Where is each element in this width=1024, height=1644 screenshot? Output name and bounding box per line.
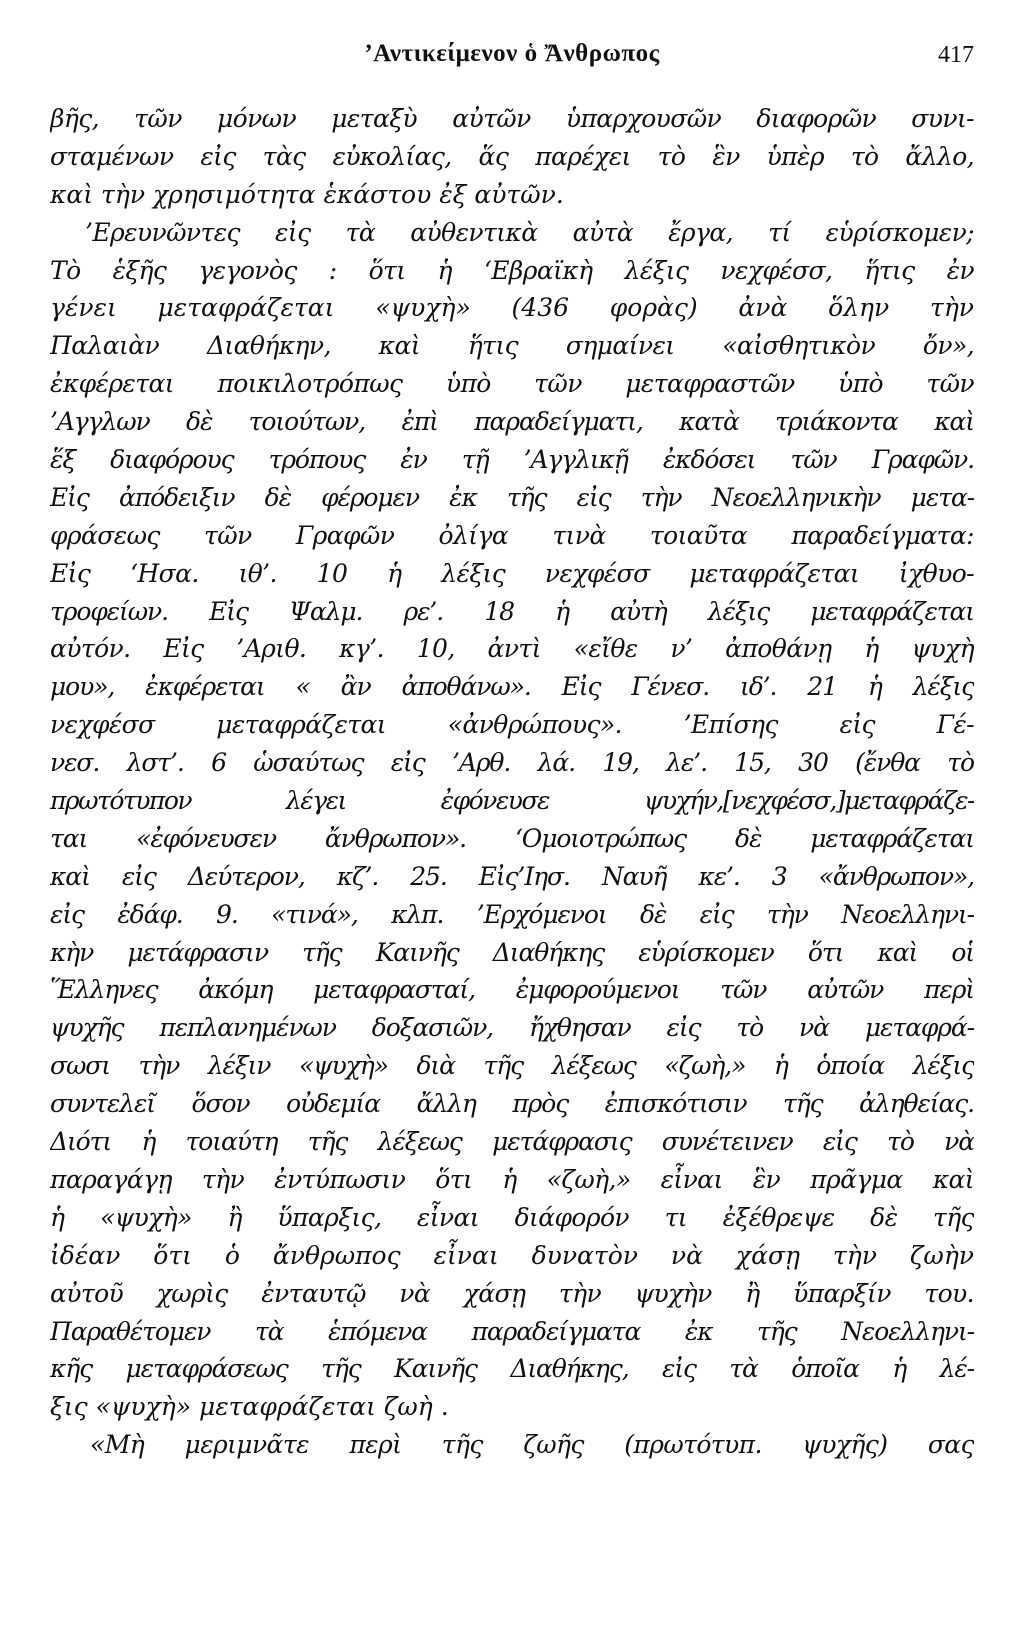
text-line: καὶ τὴν χρησιμότητα ἑκάστου ἐξ αὐτῶν. <box>50 179 564 209</box>
text-line: ’Αγγλων δὲ τοιούτων, ἐπὶ παραδείγματι, κατὰ τριάκοντα καὶ <box>50 407 974 437</box>
text-line: εἰς ἐδάφ. 9. «τινά», κλπ. ’Ερχόμενοι δὲ εἰς τὴν Νεοελληνι- <box>50 899 974 929</box>
text-line: φράσεως τῶν Γραφῶν ὀλίγα τινὰ τοιαῦτα παραδείγματα: <box>50 520 974 550</box>
text-line: νεσ. λστ’. 6 ὡσαύτως εἰς ’Αρθ. λά. 19, λε’. 15, 30 (ἔνθα τὸ <box>50 748 974 778</box>
text-line: γένει μεταφράζεται «ψυχὴ» (436 φορὰς) ἀνὰ ὅλην τὴν <box>50 293 974 323</box>
text-line: Παλαιὰν Διαθήκην, καὶ ἥτις σημαίνει «αἰσθητικὸν ὄν», <box>50 331 974 361</box>
text-line: κῆς μεταφράσεως τῆς Καινῆς Διαθήκης, εἰς τὰ ὁποῖα ἡ λέ- <box>50 1354 974 1384</box>
text-line: καὶ εἰς Δεύτερον, κζ’. 25. Εἰς’Ιησ. Ναυῆ κε’. 3 «ἄνθρωπον», <box>50 861 974 891</box>
text-line: Ἕλληνες ἀκόμη μεταφρασταί, ἐμφορούμενοι τῶν αὐτῶν περὶ <box>50 975 974 1005</box>
text-line: σωσι τὴν λέξιν «ψυχὴ» διὰ τῆς λέξεως «ζωὴ,» ἡ ὁποία λέξις <box>50 1051 974 1081</box>
text-line: Τὸ ἑξῆς γεγονὸς : ὅτι ἡ ‘Εβραϊκὴ λέξις νεχφέσσ, ἥτις ἐν <box>50 255 974 285</box>
page-number: 417 <box>938 42 974 68</box>
text-line: κὴν μετάφρασιν τῆς Καινῆς Διαθήκης εὑρίσκομεν ὅτι καὶ οἱ <box>50 937 974 967</box>
text-line: Εἰς ‘Ησα. ιθ’. 10 ἡ λέξις νεχφέσσ μεταφράζεται ἰχθυο- <box>50 558 974 588</box>
page-header <box>50 40 974 80</box>
body-text <box>50 100 974 1464</box>
text-line: ἡ «ψυχὴ» ἢ ὕπαρξις, εἶναι διάφορόν τι ἐξέθρεψε δὲ τῆς <box>50 1202 974 1232</box>
text-line: μου», ἐκφέρεται « ἂν ἀποθάνω». Εἰς Γένεσ. ιδ’. 21 ἡ λέξις <box>50 672 974 702</box>
text-line: βῆς, τῶν μόνων μεταξὺ αὐτῶν ὑπαρχουσῶν διαφορῶν συνι- <box>50 104 974 133</box>
text-line: Παραθέτομεν τὰ ἑπόμενα παραδείγματα ἐκ τῆς Νεοελληνι- <box>50 1316 974 1346</box>
text-line: ψυχῆς πεπλανημένων δοξασιῶν, ἤχθησαν εἰς τὸ νὰ μεταφρά- <box>50 1013 974 1043</box>
text-line: ’Ερευνῶντες εἰς τὰ αὐθεντικὰ αὐτὰ ἔργα, τί εὑρίσκομεν; <box>85 217 974 247</box>
text-line: παραγάγῃ τὴν ἐντύπωσιν ὅτι ἡ «ζωὴ,» εἶναι ἓν πρᾶγμα καὶ <box>50 1164 974 1194</box>
running-head: ’Αντικείμενον ὁ Ἄνθρωπος <box>364 40 660 67</box>
text-line: Διότι ἡ τοιαύτη τῆς λέξεως μετάφρασις συνέτεινεν εἰς τὸ νὰ <box>50 1127 974 1157</box>
text-line: ται «ἐφόνευσεν ἄνθρωπον». ‘Ομοιοτρώπως δὲ μεταφράζεται <box>50 823 974 853</box>
text-line: αὐτόν. Εἰς ’Αριθ. κγ’. 10, ἀντὶ «εἴθε ν’ ἀποθάνῃ ἡ ψυχὴ <box>50 634 974 664</box>
text-line: αὐτοῦ χωρὶς ἐνταυτῷ νὰ χάσῃ τὴν ψυχὴν ἢ ὕπαρξίν του. <box>50 1278 974 1308</box>
text-line: συντελεῖ ὅσον οὐδεμία ἄλλη πρὸς ἐπισκότισιν τῆς ἀληθείας. <box>50 1089 974 1119</box>
text-line: πρωτότυπον λέγει ἐφόνευσε ψυχήν,[νεχφέσσ,]μεταφράζε- <box>50 786 974 816</box>
text-line: «Μὴ μεριμνᾶτε περὶ τῆς ζωῆς (πρωτότυπ. ψυχῆς) σας <box>90 1430 974 1460</box>
text-line: ἕξ διαφόρους τρόπους ἐν τῇ ’Αγγλικῇ ἐκδόσει τῶν Γραφῶν. <box>50 445 974 475</box>
text-line: ἰδέαν ὅτι ὁ ἄνθρωπος εἶναι δυνατὸν νὰ χάσῃ τὴν ζωὴν <box>50 1240 974 1270</box>
text-line: τροφείων. Εἰς Ψαλμ. ρε’. 18 ἡ αὐτὴ λέξις μεταφράζεται <box>50 596 974 626</box>
text-line: ἐκφέρεται ποικιλοτρόπως ὑπὸ τῶν μεταφραστῶν ὑπὸ τῶν <box>50 369 974 399</box>
text-line: ξις «ψυχὴ» μεταφράζεται ζωὴ . <box>50 1392 449 1422</box>
text-line: Εἰς ἀπόδειξιν δὲ φέρομεν ἐκ τῆς εἰς τὴν Νεοελληνικὴν μετα- <box>50 482 974 512</box>
text-line: σταμένων εἰς τὰς εὐκολίας, ἅς παρέχει τὸ ἓν ὑπὲρ τὸ ἄλλο, <box>50 141 974 171</box>
text-line: νεχφέσσ μεταφράζεται «ἀνθρώπους». ’Επίσης εἰς Γέ- <box>50 710 974 740</box>
